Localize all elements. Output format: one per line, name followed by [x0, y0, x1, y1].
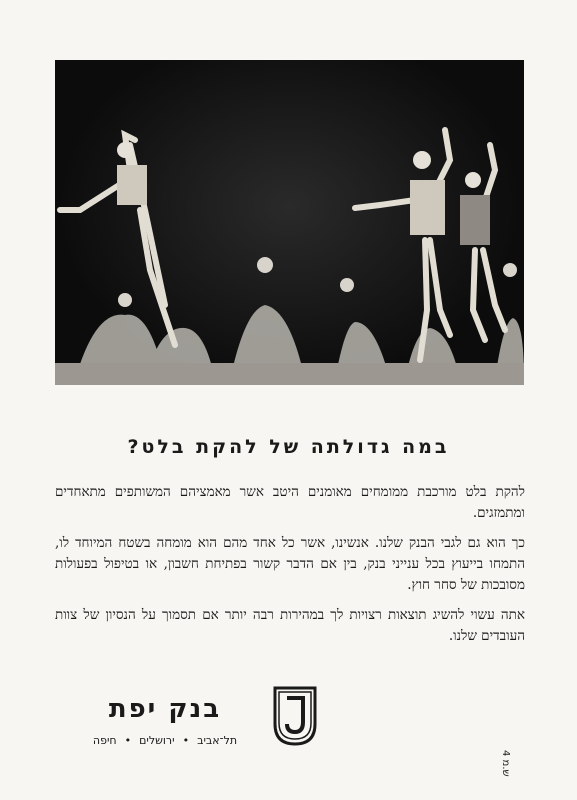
- ad-code: ש.מ 4: [500, 750, 511, 777]
- ballet-dancers-illustration: [55, 60, 524, 385]
- bank-name: בנק יפת: [108, 694, 222, 724]
- bank-logo-icon: [273, 686, 317, 746]
- city-tel-aviv: תל־אביב: [197, 734, 238, 747]
- separator-dot: •: [182, 734, 190, 747]
- ballet-photo: [55, 60, 524, 385]
- headline: במה גדולתה של להקת בלט?: [127, 436, 450, 458]
- body-copy: [55, 482, 525, 656]
- bank-branches: [80, 734, 250, 747]
- city-haifa: חיפה: [92, 734, 117, 747]
- separator-dot: •: [124, 734, 132, 747]
- paragraph-1: להקת בלט מורכבת ממומחים מאומנים היטב אשר מאמציהם המשותפים מתאחדים ומתמזגים.: [55, 484, 525, 521]
- city-jerusalem: ירושלים: [139, 734, 175, 747]
- paragraph-3: אתה עשוי להשיג תוצאות רצויות לך במהירות רבה יותר אם תסמוך על הנסיון של צוות העובדים שלנו.: [55, 607, 525, 644]
- paragraph-2: כך הוא גם לגבי הבנק שלנו. אנשינו, אשר כל אחד מהם הוא מומחה בשטח המיוחד לו, התמחו בייעוץ בכל ענייני בנק, בין אם הדבר קשור בפתיחת חשבון, או בטיפול בפעולות מסובכות של סחר חוץ.: [55, 535, 525, 593]
